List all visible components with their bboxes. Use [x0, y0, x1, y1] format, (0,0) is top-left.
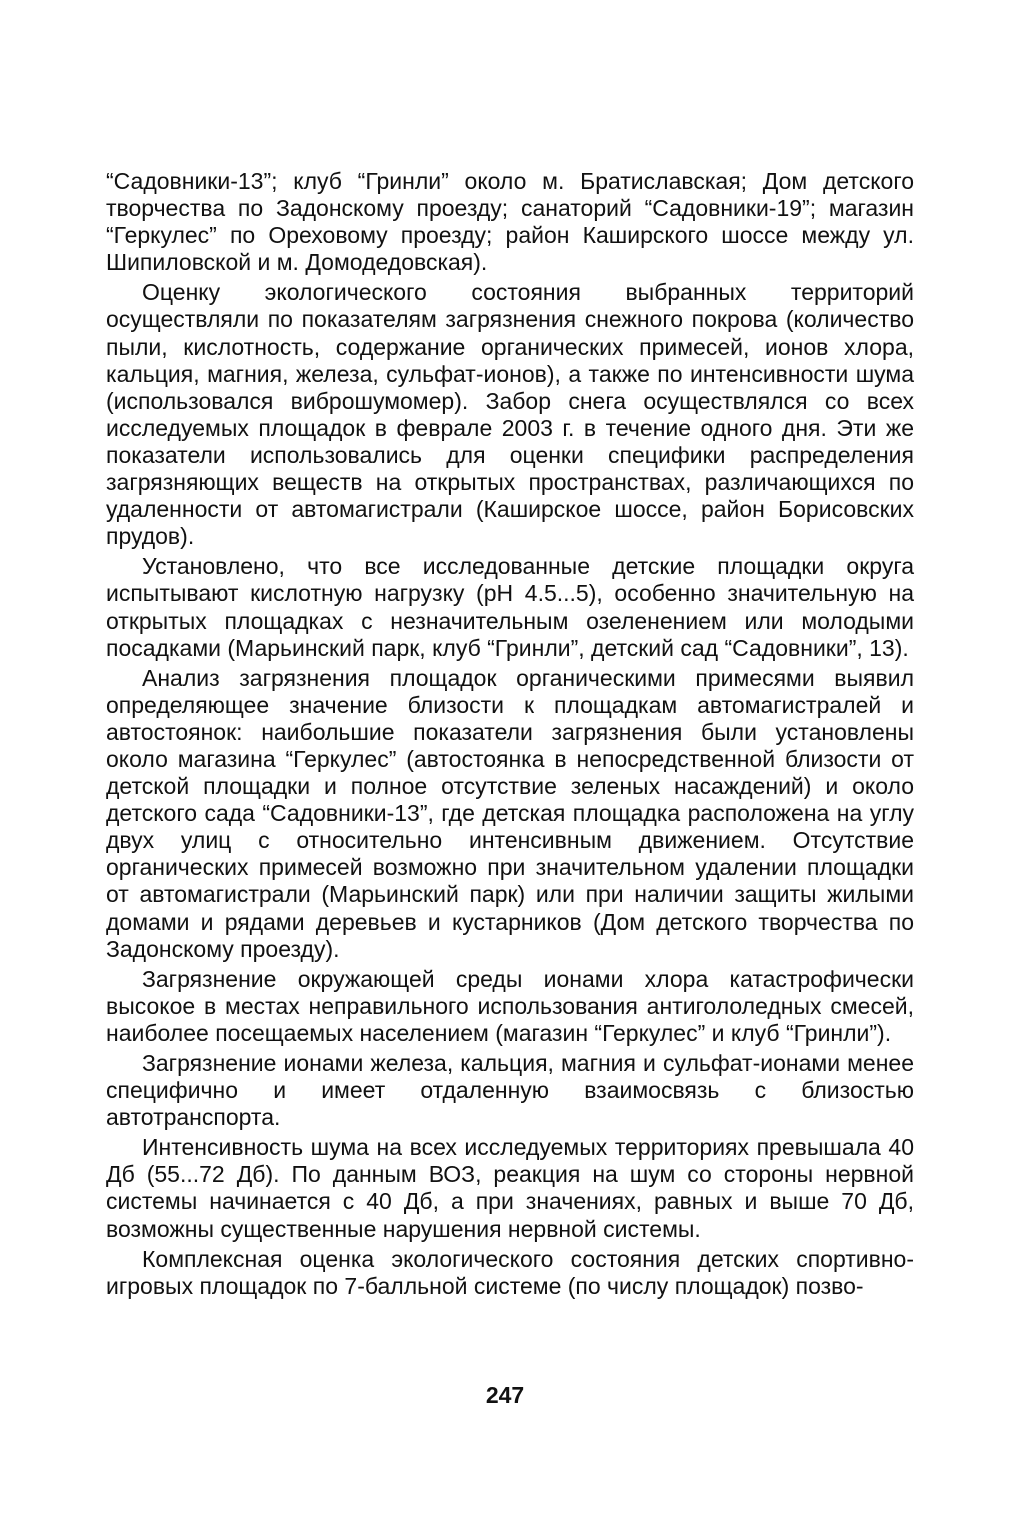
- paragraph: Комплексная оценка экологического состояния детских спортивно-игровых площадок по 7-балльной системе (по числу площадок) позво-: [106, 1245, 914, 1299]
- paragraph: Загрязнение окружающей среды ионами хлора катастрофически высокое в местах неправильного использования антигололедных смесей, наиболее посещаемых населением (магазин “Геркулес” и клуб “Гринли”).: [106, 965, 914, 1046]
- paragraph: Анализ загрязнения площадок органическими примесями выявил определяющее значение близости к площадкам автомагистралей и автостоянок: наибольшие показатели загрязнения были установлены около магазина “Геркулес” (автостоянка в непосредственной близости от детской площадки и полное отсутствие зеленых насаждений) и около детского сада “Садовники-13”, где детская площадка расположена на углу двух улиц с относительно интенсивным движением. Отсутствие органических примесей возможно при значительном удалении площадки от автомагистрали (Марьинский парк) или при наличии защиты жилыми домами и рядами деревьев и кустарников (Дом детского творчества по Задонскому проезду).: [106, 664, 914, 962]
- page-number: 247: [485, 1382, 525, 1408]
- paragraph: “Садовники-13”; клуб “Гринли” около м. Братиславская; Дом детского творчества по Задонскому проезду; санаторий “Садовники-19”; магазин “Геркулес” по Ореховому проезду; район Каширского шоссе между ул. Шипиловской и м. Домодедовская).: [106, 168, 914, 276]
- paragraph: Загрязнение ионами железа, кальция, магния и сульфат-ионами менее специфично и имеет отдаленную взаимосвязь с близостью автотранспорта.: [106, 1050, 914, 1131]
- paragraph: Интенсивность шума на всех исследуемых территориях превышала 40 Дб (55...72 Дб). По данным ВОЗ, реакция на шум со стороны нервной системы начинается с 40 Дб, а при значениях, равных и выше 70 Дб, возможны существенные нарушения нервной системы.: [106, 1134, 914, 1242]
- body-text: [106, 168, 914, 1303]
- paragraph: Оценку экологического состояния выбранных территорий осуществляли по показателям загрязнения снежного покрова (количество пыли, кислотность, содержание органических примесей, ионов хлора, кальция, магния, железа, сульфат-ионов), а также по интенсивности шума (использовался виброшумомер). Забор снега осуществлялся со всех исследуемых площадок в феврале 2003 г. в течение одного дня. Эти же показатели использовались для оценки специфики распределения загрязняющих веществ на открытых пространствах, различающихся по удаленности от автомагистрали (Каширское шоссе, район Борисовских прудов).: [106, 279, 914, 550]
- paragraph: Установлено, что все исследованные детские площадки округа испытывают кислотную нагрузку (рН 4.5...5), особенно значительную на открытых площадках с незначительным озеленением или молодыми посадками (Марьинский парк, клуб “Гринли”, детский сад “Садовники”, 13).: [106, 553, 914, 661]
